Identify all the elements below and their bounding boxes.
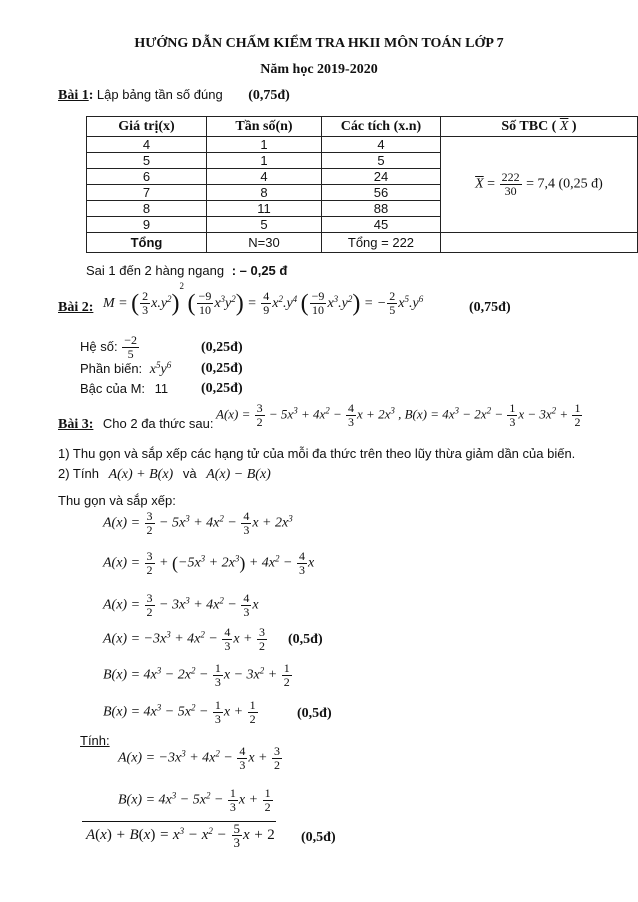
- cell: 4: [87, 137, 207, 153]
- table-row: [87, 137, 638, 153]
- sum-result: $A(x) + B(x) = x^3 - x^2$ − $\frac{5}{3}$ x + 2: [86, 821, 275, 850]
- mean-denominator: 30: [504, 184, 517, 198]
- bai1-note: Sai 1 đến 2 hàng ngang : – 0,25 đ: [86, 263, 288, 278]
- header-cac-tich: Các tích (x.n): [321, 117, 440, 137]
- cell: 6: [87, 169, 207, 185]
- thu-gon-label: Thu gọn và sắp xếp:: [58, 493, 176, 508]
- step-b2: $B(x) = 4x^3 - 5x^2$ − $\frac{1}{3}$ x + $\frac{1}{2}$: [103, 698, 256, 726]
- header-tan-so: Tần số(n): [206, 117, 321, 137]
- bai1-text: Lập bảng tần số đúng: [96, 87, 223, 102]
- cell: 5: [206, 217, 321, 233]
- cell: 11: [206, 201, 321, 217]
- bai3-q2: 2) Tính A(x) + B(x) và A(x) − B(x): [58, 466, 271, 482]
- he-so-line: Hệ số: $\frac{-2}{5}$: [80, 333, 137, 361]
- points-sum: (0,5đ): [301, 830, 336, 845]
- cell: 7: [87, 185, 207, 201]
- mean-cell: $\overline{X}$ = $\frac{222}{30}$ = 7,4 (0,25 đ): [440, 137, 637, 233]
- cell: 56: [321, 185, 440, 201]
- cell: 9: [87, 217, 207, 233]
- table-header-row: [87, 117, 638, 137]
- bai3-q1: 1) Thu gọn và sắp xếp các hạng tử của mỗi đa thức trên theo lũy thừa giảm dần của biến.: [58, 446, 576, 461]
- step-a1: A(x) = $\frac{3}{2}$ − $5x^3 + 4x^2$ − $\frac{4}{3}$ $x + 2x^3$: [103, 509, 293, 537]
- cell: 5: [321, 153, 440, 169]
- phan-bien-points: (0,25đ): [201, 361, 243, 376]
- bai2-label: Bài 2:: [58, 300, 94, 315]
- points-a: (0,5đ): [288, 632, 323, 647]
- bai2-formula: M = ( $\frac{2}{3}$ $x.y^2)^2$ ( $\frac{-9}{10}$ $x^3y^2$) = $\frac{4}{9}$ $x^2.y^4$ ( $\frac{-9}{10}$ $x^3.y^2$) = − $\frac{2}{5}$ $x^5.y^6$: [103, 281, 424, 318]
- total-product: Tổng = 222: [321, 233, 440, 253]
- school-year: Năm học 2019-2020: [260, 62, 378, 77]
- total-label: Tổng: [87, 233, 207, 253]
- bai3-polynomials: A(x) = $\frac{3}{2}$ − $5x^3 + 4x^2$ − $\frac{4}{3}$ $x + 2x^3$ , $B(x) = 4x^3 - 2x^2$ − $\frac{1}{3}$ $x - 3x^2$ + $\frac{1}{2}$: [216, 401, 581, 429]
- bac-points: (0,25đ): [201, 381, 243, 396]
- header-so-tbc: Số TBC ( $\overline{X}$ ): [440, 117, 637, 137]
- cell: 88: [321, 201, 440, 217]
- bai1-points: (0,75đ): [248, 88, 290, 103]
- cell: 8: [87, 201, 207, 217]
- step-a3: A(x) = $\frac{3}{2}$ − $3x^3 + 4x^2$ − $\frac{4}{3}$ x: [103, 591, 259, 619]
- mean-points: (0,25 đ): [558, 176, 603, 192]
- step-b1: $B(x) = 4x^3 - 2x^2$ − $\frac{1}{3}$ $x - 3x^2$ + $\frac{1}{2}$: [103, 661, 290, 689]
- points-b: (0,5đ): [297, 706, 332, 721]
- cell: 1: [206, 153, 321, 169]
- phan-bien-line: Phần biến: $x^5y^6$: [80, 360, 172, 377]
- sum-b: $B(x) = 4x^3 - 5x^2$ − $\frac{1}{3}$ x + $\frac{1}{2}$: [118, 786, 271, 814]
- cell: 5: [87, 153, 207, 169]
- frequency-table: [86, 116, 638, 253]
- header-gia-tri: Giá trị(x): [87, 117, 207, 137]
- cell: 8: [206, 185, 321, 201]
- bac-line: Bậc của M: 11: [80, 381, 169, 396]
- cell: [440, 233, 637, 253]
- cell: 24: [321, 169, 440, 185]
- page-title: HƯỚNG DẪN CHẤM KIỂM TRA HKII MÔN TOÁN LỚP 7: [134, 36, 504, 51]
- tinh-label: Tính:: [80, 733, 110, 748]
- mean-value: = 7,4: [526, 176, 555, 192]
- bai2-points: (0,75đ): [469, 300, 511, 315]
- total-n: N=30: [206, 233, 321, 253]
- table-total-row: [87, 233, 638, 253]
- step-a4: $A(x) = -3x^3 + 4x^2$ − $\frac{4}{3}$ x + $\frac{3}{2}$: [103, 625, 265, 653]
- bai1-line: Bài 1: Lập bảng tần số đúng (0,75đ): [58, 87, 290, 103]
- step-a2: A(x) = $\frac{3}{2}$ + $(-5x^3 + 2x^3) + 4x^2$ − $\frac{4}{3}$ x: [103, 549, 315, 577]
- bai3-line: Bài 3: Cho 2 đa thức sau:: [58, 416, 214, 432]
- mean-numerator: 222: [501, 170, 520, 184]
- cell: 4: [321, 137, 440, 153]
- cell: 4: [206, 169, 321, 185]
- cell: 45: [321, 217, 440, 233]
- he-so-points: (0,25đ): [201, 340, 243, 355]
- cell: 1: [206, 137, 321, 153]
- bai1-label: Bài 1: [58, 88, 89, 103]
- sum-a: $A(x) = -3x^3 + 4x^2$ − $\frac{4}{3}$ x + $\frac{3}{2}$: [118, 744, 280, 772]
